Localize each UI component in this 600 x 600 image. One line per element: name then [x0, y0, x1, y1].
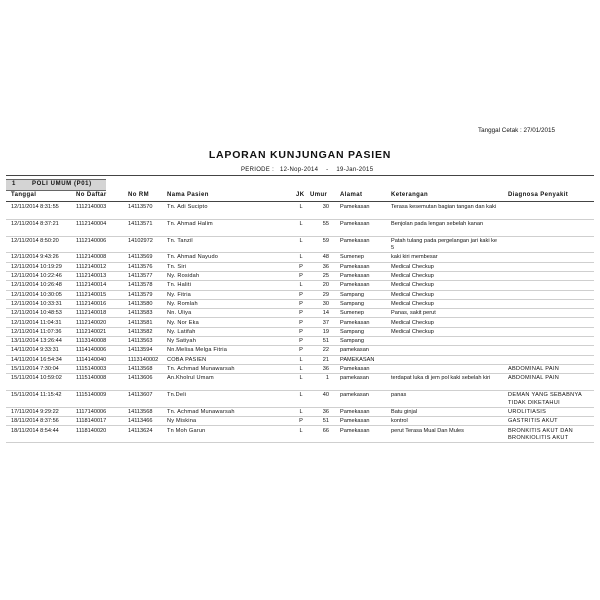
row-no-daftar: 1112140003: [76, 204, 107, 210]
row-umur: 1: [325, 375, 329, 382]
row-no-rm: 14113466: [128, 418, 153, 425]
period-to: 19-Jan-2015: [336, 167, 374, 173]
table-row: [0, 365, 600, 374]
row-nama-pasien: Tn. Siri: [167, 263, 187, 270]
row-nama-pasien: Tn. Achmad Munawarsah: [167, 366, 235, 372]
row-no-rm: 14102972: [128, 237, 153, 244]
row-no-daftar: 1112140008: [76, 254, 107, 261]
table-row: [0, 203, 600, 220]
row-umur: 20: [322, 282, 329, 289]
row-jk: P: [299, 273, 303, 279]
table-row: [0, 319, 600, 328]
row-keterangan: Medical Checkup: [391, 319, 434, 326]
row-keterangan: Medical Checkup: [391, 300, 434, 307]
row-keterangan: Terasa kesemutan bagian tangan dan kaki: [391, 204, 497, 210]
row-tanggal: 12/11/2014 10:33:31: [11, 300, 62, 307]
row-no-daftar: 1112140006: [76, 237, 107, 244]
row-nama-pasien: COBA PASIEN: [167, 356, 207, 363]
row-no-daftar: 1112140015: [76, 291, 107, 298]
row-tanggal: 12/11/2014 10:30:05: [11, 291, 62, 298]
row-no-daftar: 1112140018: [76, 310, 107, 317]
row-no-rm: 14113581: [128, 319, 153, 326]
table-row: [0, 309, 600, 318]
row-jk: L: [299, 237, 303, 244]
section-header: [6, 179, 106, 191]
period-separator: -: [326, 167, 329, 173]
row-umur: 30: [322, 300, 329, 307]
row-no-daftar: 1118140020: [76, 427, 107, 434]
row-umur: 30: [322, 204, 329, 210]
row-no-rm: 14113594: [128, 347, 153, 354]
row-umur: 21: [322, 356, 329, 363]
row-no-daftar: 1112140012: [76, 263, 107, 270]
row-alamat: Pamekasan: [340, 408, 370, 415]
row-no-daftar: 1114140006: [76, 347, 107, 354]
row-nama-pasien: Ny Satiyah: [167, 338, 197, 345]
row-keterangan: Medical Checkup: [391, 263, 434, 270]
row-keterangan: terdapat luka di jem pol kaki sebelah kiri: [391, 375, 491, 382]
row-no-daftar: 1114140040: [76, 356, 107, 363]
table-row: [0, 263, 600, 272]
row-umur: 22: [322, 347, 329, 354]
row-tanggal: 15/11/2014 7:30:04: [11, 366, 59, 372]
row-jk: P: [299, 319, 303, 326]
row-keterangan: perut Terasa Mual Dan Mules: [391, 427, 464, 434]
row-alamat: Pamekasan: [340, 263, 370, 270]
row-no-rm: 14113568: [128, 366, 153, 372]
row-alamat: Pamekasan: [340, 366, 370, 372]
row-no-daftar: 1112140021: [76, 328, 107, 335]
row-tanggal: 12/11/2014 8:31:55: [11, 204, 59, 210]
row-jk: L: [299, 366, 303, 372]
table-row: [0, 300, 600, 309]
row-umur: 25: [322, 273, 329, 279]
table-row: [0, 328, 600, 337]
period-from: 12-Nop-2014: [279, 167, 319, 173]
row-umur: 59: [322, 237, 329, 244]
column-no-daftar: No Daftar: [76, 192, 107, 198]
row-diagnosa: ABDOMINAL PAIN: [508, 375, 560, 382]
row-alamat: Pamekasan: [340, 282, 370, 289]
row-tanggal: 14/11/2014 9:33:31: [11, 347, 59, 354]
row-alamat: Pamekasan: [340, 237, 370, 244]
table-row: [0, 417, 600, 426]
row-jk: P: [299, 347, 303, 354]
table-row: [0, 408, 600, 417]
row-nama-pasien: Ny. Romlah: [167, 300, 198, 307]
row-keterangan: kaki kiri membesar: [391, 254, 438, 261]
row-no-daftar: 1112140014: [76, 282, 107, 289]
row-divider: [6, 442, 594, 443]
row-keterangan: Medical Checkup: [391, 273, 434, 279]
row-nama-pasien: Ny. Fitria: [167, 291, 191, 298]
row-alamat: PAMEKASAN: [340, 356, 375, 363]
row-tanggal: 12/11/2014 11:07:36: [11, 328, 62, 335]
row-tanggal: 12/11/2014 10:22:46: [11, 273, 62, 279]
row-alamat: Sampang: [340, 300, 364, 307]
row-jk: P: [299, 263, 303, 270]
row-no-rm: 14113582: [128, 328, 153, 335]
table-row: [0, 356, 600, 365]
column-tanggal: Tanggal: [11, 192, 37, 198]
row-no-rm: 14113580: [128, 300, 153, 307]
row-no-daftar: 1112140013: [76, 273, 107, 279]
row-nama-pasien: Tn.Deli: [167, 392, 187, 399]
row-tanggal: 12/11/2014 10:19:29: [11, 263, 62, 270]
row-tanggal: 12/11/2014 8:50:20: [11, 237, 59, 244]
row-umur: 29: [322, 291, 329, 298]
column-alamat: Alamat: [340, 192, 363, 198]
section-number: 1: [12, 181, 16, 187]
row-jk: P: [299, 338, 303, 345]
row-alamat: Sumenep: [340, 254, 364, 261]
row-nama-pasien: Ny. Latifah: [167, 328, 196, 335]
column-umur: Umur: [310, 192, 328, 198]
row-umur: 36: [322, 366, 329, 372]
row-nama-pasien: Nn.Melisa Melga Fitria: [167, 347, 228, 354]
table-row: [0, 291, 600, 300]
report-title: LAPORAN KUNJUNGAN PASIEN: [208, 149, 392, 161]
row-tanggal: 14/11/2014 16:54:34: [11, 356, 62, 363]
row-tanggal: 12/11/2014 9:43:26: [11, 254, 59, 261]
row-nama-pasien: An.Kholrul Umam: [167, 375, 214, 382]
row-nama-pasien: Ny. Nor Eka: [167, 319, 199, 326]
row-alamat: Sumenep: [340, 310, 364, 317]
row-no-rm: 14113568: [128, 408, 153, 415]
row-no-rm: 14113576: [128, 263, 153, 270]
row-tanggal: 12/11/2014 10:26:48: [11, 282, 62, 289]
row-nama-pasien: Ny Miskina: [167, 418, 197, 425]
table-row: [0, 374, 600, 391]
row-diagnosa: GASTRITIS AKUT: [508, 418, 558, 425]
print-date-value: 27/01/2015: [523, 127, 556, 134]
period-range: [241, 167, 373, 173]
print-date: [478, 127, 555, 134]
row-no-daftar: 1113140008: [76, 338, 107, 345]
row-keterangan: panas: [391, 392, 407, 399]
row-nama-pasien: Tn Moh Garun: [167, 427, 206, 434]
row-no-daftar: 1115140008: [76, 375, 107, 382]
column-keterangan: Keterangan: [391, 192, 429, 198]
row-nama-pasien: Tn. Achmad Munawarsah: [167, 408, 235, 415]
table-header: [0, 192, 600, 201]
row-tanggal: 17/11/2014 9:29:22: [11, 408, 59, 415]
period-label: PERIODE :: [241, 167, 275, 173]
row-keterangan: Benjolan pada lengan sebelah kanan: [391, 220, 484, 227]
row-jk: L: [299, 254, 303, 261]
row-jk: L: [299, 220, 303, 227]
row-umur: 55: [322, 220, 329, 227]
row-keterangan: kontrol: [391, 418, 408, 425]
row-no-rm: 14113624: [128, 427, 153, 434]
row-no-daftar: 1118140017: [76, 418, 107, 425]
row-diagnosa: ABDOMINAL PAIN: [508, 366, 560, 372]
row-umur: 37: [322, 319, 329, 326]
row-no-rm: 14113583: [128, 310, 153, 317]
row-no-rm: 14113606: [128, 375, 153, 382]
table-row: [0, 220, 600, 237]
row-jk: L: [299, 356, 303, 363]
row-nama-pasien: Tn. Ahmad Nayudo: [167, 254, 219, 261]
row-umur: 14: [322, 310, 329, 317]
row-nama-pasien: Tn. Tanzil: [167, 237, 193, 244]
row-tanggal: 13/11/2014 13:26:44: [11, 338, 62, 345]
row-jk: P: [299, 291, 303, 298]
row-tanggal: 15/11/2014 11:15:42: [11, 392, 62, 399]
row-keterangan: Medical Checkup: [391, 291, 434, 298]
row-nama-pasien: Ny. Rosidah: [167, 273, 200, 279]
row-jk: L: [299, 408, 303, 415]
row-no-daftar: 1112140016: [76, 300, 107, 307]
row-nama-pasien: Tn. Haliti: [167, 282, 192, 289]
row-alamat: Pamekasan: [340, 418, 370, 425]
row-tanggal: 12/11/2014 10:48:53: [11, 310, 62, 317]
table-row: [0, 272, 600, 281]
column-nama-pasien: Nama Pasien: [167, 192, 209, 198]
column-diagnosa: Diagnosa Penyakit: [508, 192, 569, 198]
table-row: [0, 427, 600, 444]
row-keterangan: Batu ginjal: [391, 408, 418, 415]
row-nama-pasien: Tn. Adi Sucipto: [167, 204, 208, 210]
row-diagnosa: BRONKITIS AKUT DAN BRONKIOLITIS AKUT: [508, 427, 573, 442]
row-tanggal: 15/11/2014 10:59:02: [11, 375, 62, 382]
row-tanggal: 18/11/2014 8:54:44: [11, 427, 59, 434]
row-umur: 36: [322, 263, 329, 270]
row-keterangan: Medical Checkup: [391, 282, 434, 289]
row-jk: P: [299, 310, 303, 317]
row-no-rm: 1113140002: [128, 356, 159, 363]
row-jk: L: [299, 427, 303, 434]
row-no-rm: 14113569: [128, 254, 153, 261]
row-alamat: Pamekasan: [340, 319, 370, 326]
row-alamat: Pamekasan: [340, 273, 370, 279]
row-keterangan: Patah tulang pada pergelangan jari kaki ke 5: [391, 237, 498, 252]
table-row: [0, 337, 600, 346]
table-row: [0, 391, 600, 408]
row-no-rm: 14113578: [128, 282, 153, 289]
row-nama-pasien: Nn. Uliya: [167, 310, 192, 317]
row-umur: 48: [322, 254, 329, 261]
row-jk: P: [299, 300, 303, 307]
row-umur: 36: [322, 408, 329, 415]
row-tanggal: 18/11/2014 8:37:56: [11, 418, 59, 425]
row-alamat: Pamekasan: [340, 220, 370, 227]
row-alamat: Sampang: [340, 328, 364, 335]
row-jk: L: [299, 282, 303, 289]
row-tanggal: 12/11/2014 11:04:31: [11, 319, 62, 326]
row-no-rm: 14113571: [128, 220, 153, 227]
row-umur: 19: [322, 328, 329, 335]
row-no-rm: 14113570: [128, 204, 153, 210]
column-no-rm: No RM: [128, 192, 149, 198]
row-umur: 40: [322, 392, 329, 399]
row-alamat: pamekasan: [340, 375, 369, 382]
row-no-rm: 14113577: [128, 273, 153, 279]
row-no-rm: 14113563: [128, 338, 153, 345]
row-alamat: Sampang: [340, 291, 364, 298]
table-row: [0, 253, 600, 262]
row-nama-pasien: Tn. Ahmad Halim: [167, 220, 213, 227]
row-tanggal: 12/11/2014 8:37:21: [11, 220, 59, 227]
row-no-daftar: 1115140009: [76, 392, 107, 399]
row-jk: L: [299, 392, 303, 399]
row-jk: L: [299, 204, 303, 210]
row-alamat: pamekasan: [340, 392, 369, 399]
row-umur: 51: [322, 338, 329, 345]
row-no-daftar: 1117140006: [76, 408, 107, 415]
row-alamat: Pamekasan: [340, 204, 370, 210]
header-divider: [6, 201, 594, 202]
row-umur: 66: [322, 427, 329, 434]
section-name: POLI UMUM (P01): [32, 181, 92, 187]
row-alamat: pamekasan: [340, 347, 369, 354]
print-date-label: Tanggal Cetak :: [478, 127, 522, 134]
row-no-rm: 14113579: [128, 291, 153, 298]
row-jk: P: [299, 418, 303, 425]
row-no-daftar: 1112140004: [76, 220, 107, 227]
table-row: [0, 281, 600, 290]
row-diagnosa: UROLITIASIS: [508, 408, 547, 415]
row-keterangan: Medical Checkup: [391, 328, 434, 335]
divider: [6, 175, 594, 176]
table-row: [0, 237, 600, 254]
row-no-daftar: 1112140020: [76, 319, 107, 326]
row-jk: L: [299, 375, 303, 382]
row-umur: 51: [322, 418, 329, 425]
row-jk: P: [299, 328, 303, 335]
row-alamat: Sampang: [340, 338, 364, 345]
column-jk: JK: [296, 192, 305, 198]
row-no-rm: 14113607: [128, 392, 153, 399]
row-no-daftar: 1115140003: [76, 366, 107, 372]
row-diagnosa: DEMAN YANG SEBABNYA TIDAK DIKETAHUI: [508, 392, 582, 406]
row-alamat: Pamekasan: [340, 427, 370, 434]
row-keterangan: Panas, sakit perut: [391, 310, 436, 317]
table-row: [0, 346, 600, 355]
